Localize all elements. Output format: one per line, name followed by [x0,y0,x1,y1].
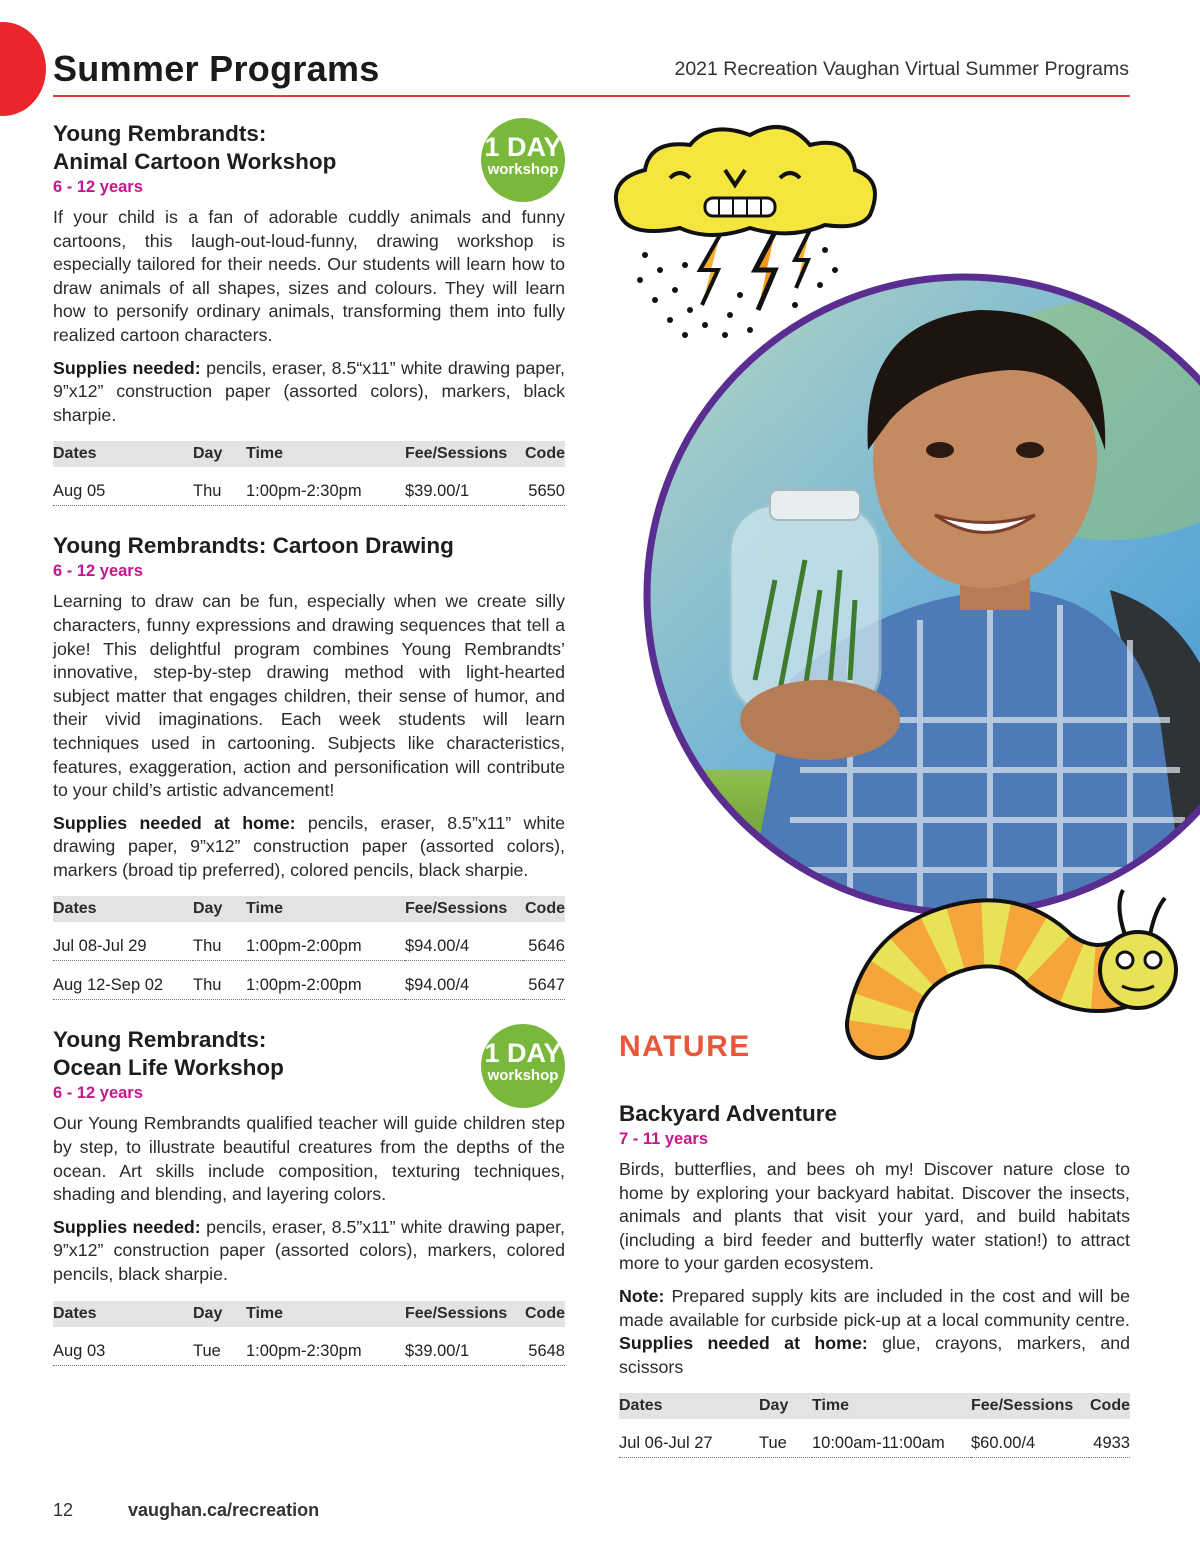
guide-title: 2021 Recreation Vaughan Virtual Summer Programs [674,58,1129,80]
nature-section [619,1030,1130,1458]
table-row: Aug 12-Sep 02 Thu 1:00pm-2:00pm $94.00/4 5647 [53,961,565,1000]
schedule-table: Dates Day Time Fee/Sessions Code Jul 08-Jul 29 Thu 1:00pm-2:00pm $94.00/4 5646 Aug 12-Sep 02 Thu 1:00pm-2:00pm $94.00/4 5647 [53,896,565,1000]
program-description: If your child is a fan of adorable cuddly animals and funny cartoons, this laugh-out-loud-funny, drawing workshop is especially tailored for their needs. Our students will learn how to draw animals of all shapes, sizes and colours. They will learn how to personify ordinary animals, transforming them into fully realized cartoon characters. [53,207,565,345]
table-row: Jul 06-Jul 27 Tue 10:00am-11:00am $60.00/4 4933 [619,1419,1130,1458]
page-title: Summer Programs [53,48,380,89]
table-row: Aug 05 Thu 1:00pm-2:30pm $39.00/1 5650 [53,467,565,506]
page-tab-marker [0,22,46,116]
schedule-table: Dates Day Time Fee/Sessions Code Aug 03 Tue 1:00pm-2:30pm $39.00/1 5648 [53,1301,565,1366]
program-ocean-life [53,1026,565,1365]
section-title: NATURE [619,1030,751,1063]
program-animal-cartoon [53,120,565,506]
program-description: Birds, butterflies, and bees oh my! Discover nature close to home by exploring your backyard habitat. Discover the insects, animals and plants that visit your yard, and build habitats (including a bird feeder and butterfly water station!) to attract more to your garden ecosystem. [619,1159,1130,1274]
program-cartoon-drawing [53,532,565,1000]
program-title: Young Rembrandts: Ocean Life Workshop [53,1027,284,1081]
age-range: 6 - 12 years [53,1084,143,1103]
program-description: Our Young Rembrandts qualified teacher will guide children step by step, to illustrate beautiful creatures from the depths of the ocean. Art skills include composition, texturing techniques, shading and blending, and layering colors. [53,1113,565,1205]
schedule-table: Dates Day Time Fee/Sessions Code Jul 06-Jul 27 Tue 10:00am-11:00am $60.00/4 4933 [619,1393,1130,1458]
program-title: Young Rembrandts: Cartoon Drawing [53,533,454,559]
header-divider [53,95,1130,97]
page-number: 12 [53,1500,74,1520]
supplies-text: Supplies needed: pencils, eraser, 8.5“x11” white drawing paper, 9”x12” construction paper (assorted colors), markers, black sharpie. [53,357,565,425]
supplies-text: Supplies needed at home: pencils, eraser, 8.5”x11” white drawing paper, 9”x12” construction paper (assorted colors), markers (broad tip preferred), colored pencils, black sharpie. [53,812,565,880]
table-row: Jul 08-Jul 29 Thu 1:00pm-2:00pm $94.00/4 5646 [53,922,565,961]
program-description: Learning to draw can be fun, especially when we create silly characters, funny expressions and drawing sequences that tell a joke! This delightful program combines Young Rembrandts’ innovative, step-by-step drawing method with light-hearted subject matter that engages children, their sense of humor, and their vivid imaginations. Each week students will learn techniques used in cartooning. Subjects like characteristics, features, exaggeration, action and personification will contribute to your child’s artistic advancement! [53,591,565,801]
program-title: Backyard Adventure [619,1101,838,1126]
table-row: Aug 03 Tue 1:00pm-2:30pm $39.00/1 5648 [53,1327,565,1366]
age-range: 6 - 12 years [53,178,143,196]
boy-photo [630,260,1200,970]
age-range: 7 - 11 years [619,1130,708,1148]
program-title: Young Rembrandts: Animal Cartoon Workshop [53,121,337,174]
left-column [53,120,565,1366]
footer-url-link[interactable]: vaughan.ca/recreation [128,1500,320,1520]
schedule-table: Dates Day Time Fee/Sessions Code Aug 05 Thu 1:00pm-2:30pm $39.00/1 5650 [53,441,565,506]
one-day-workshop-badge: 1 DAY workshop [481,1024,565,1108]
nature-illustration [590,120,1200,1060]
one-day-workshop-badge: 1 DAY workshop [481,118,565,202]
note-text: Note: Prepared supply kits are included in the cost and will be made available for curbside pick-up at a local community centre. Supplies needed at home: glue, crayons, markers, and scissors [619,1285,1130,1377]
supplies-text: Supplies needed: pencils, eraser, 8.5”x11” white drawing paper, 9”x12” construction paper (assorted colors), markers, colored pencils, black sharpie. [53,1216,565,1285]
age-range: 6 - 12 years [53,562,143,581]
